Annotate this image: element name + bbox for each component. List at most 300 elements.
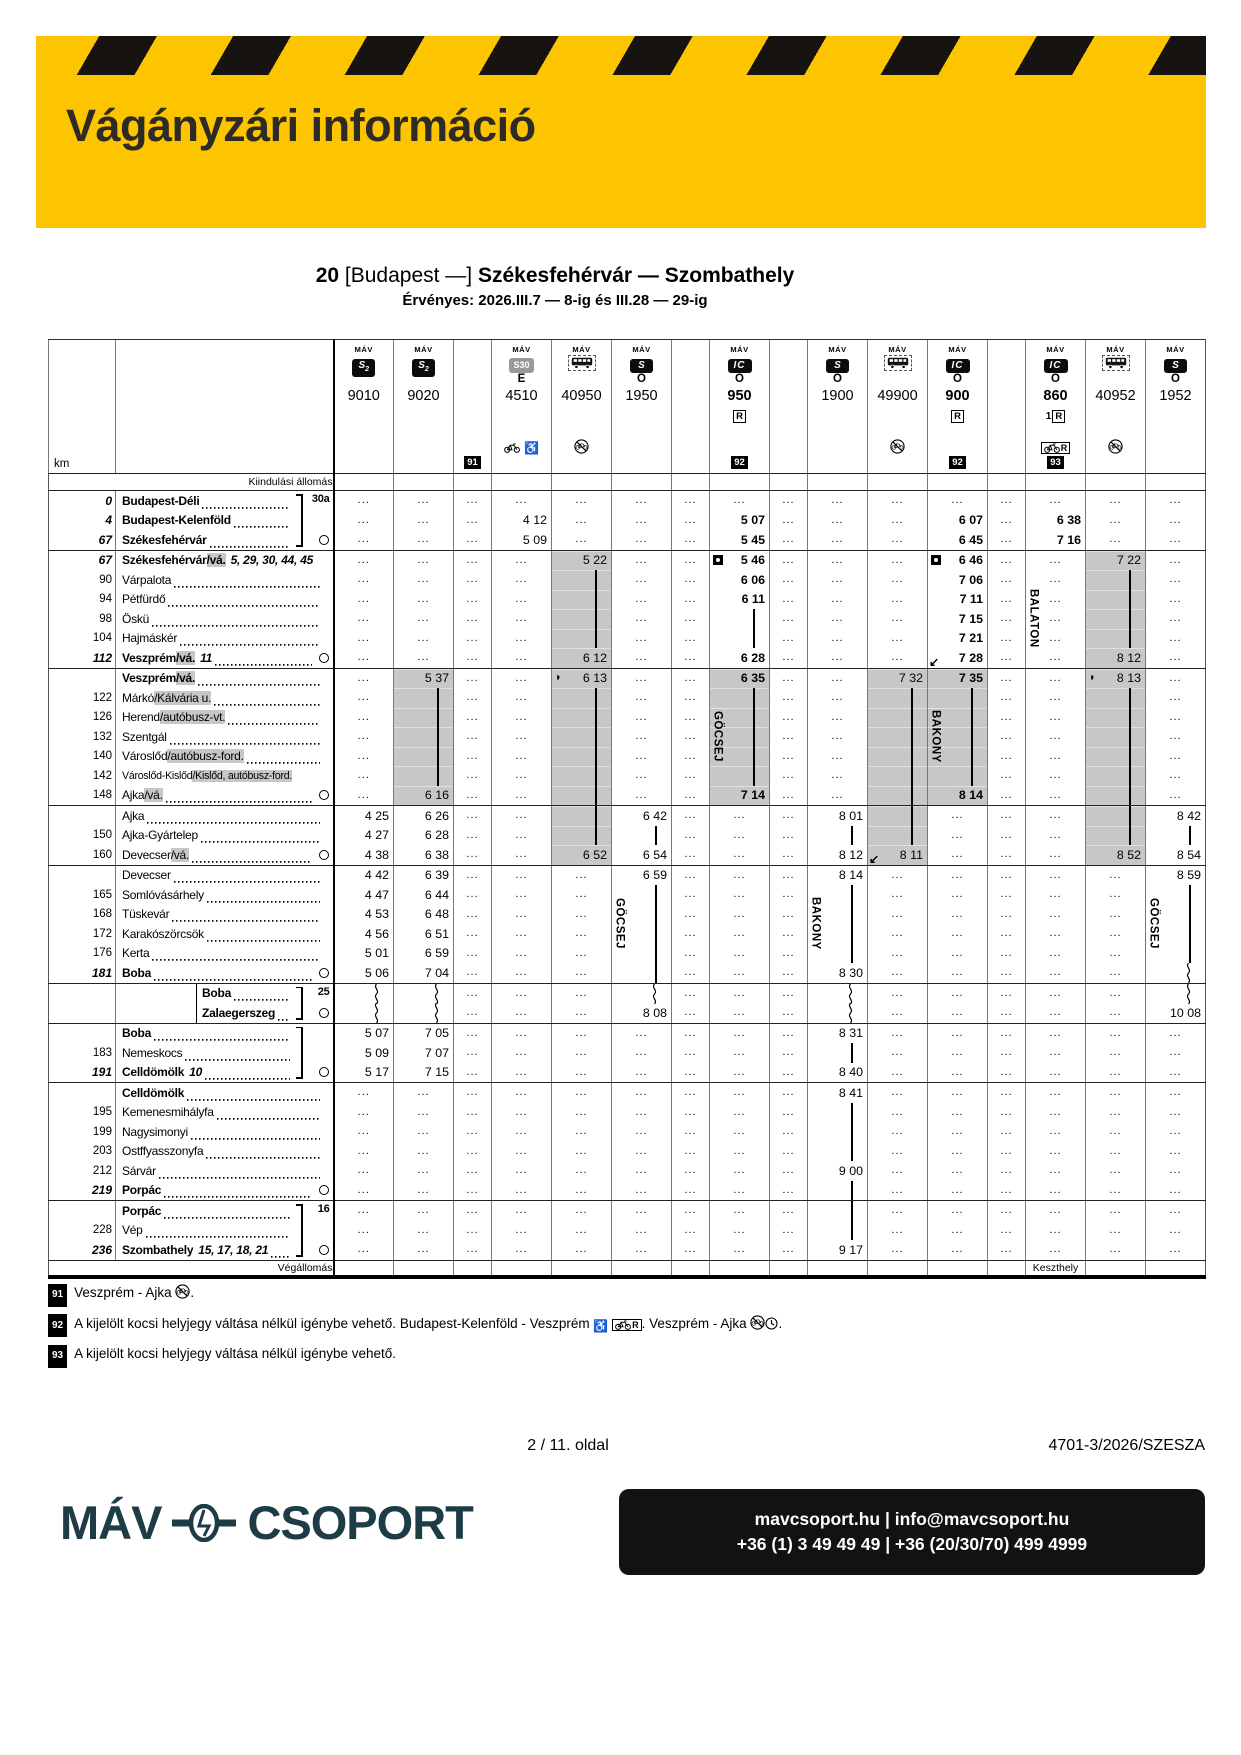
boxed-square-icon [931,555,941,565]
through-line [437,688,439,708]
timetable-cell: ... [770,905,808,925]
timetable-cell: ... [672,550,710,570]
timetable-cell: ... [552,1142,612,1162]
timetable-cell: ... [454,766,492,786]
timetable-cell: ... [672,590,710,610]
through-line [753,688,755,708]
km-cell: 176 [49,944,116,964]
timetable-cell: ... [454,786,492,806]
route-continues-squiggle [432,1003,441,1023]
station-row [49,1083,1206,1103]
transfer-arrow-icon: ↙ [869,851,880,866]
station-name: Szombathely [122,1242,194,1257]
train-number: 4510 [505,388,538,404]
timetable-cell: ... [492,1103,552,1123]
station-row [49,530,1206,550]
timetable-cell: ... [612,708,672,728]
timetable-cell: ... [454,1221,492,1241]
timetable-cell: ... [710,1142,770,1162]
timetable-cell: ... [988,609,1026,629]
departure-time: 6 06 [740,572,765,587]
timetable-cell: ... [770,845,808,865]
timetable-cell: ... [710,1083,770,1103]
train-name-label: BALATON [1027,588,1040,648]
timetable-cell [334,983,394,1003]
timetable-cell: ... [454,511,492,531]
through-line [1129,629,1131,649]
timetable-cell: ... [1026,1122,1086,1142]
departure-time: 5 46 [740,553,765,568]
timetable-cell [492,511,552,531]
bracket-line [301,494,303,511]
mini-row-label: Kiindulási állomás [49,474,334,491]
departure-time: 4 12 [522,513,547,528]
timetable-cell: ... [928,1003,988,1023]
timetable-cell [1086,688,1146,708]
departure-time: 8 59 [1176,868,1201,883]
timetable-cell [808,983,868,1003]
station-row [49,865,1206,885]
bracket-line [301,511,303,531]
timetable-cell: ... [988,905,1026,925]
timetable-cell [868,806,928,826]
km-cell [49,1201,116,1221]
mav-logo: MÁV [1106,345,1125,354]
timetable-cell: ... [672,963,710,983]
timetable-cell: ... [492,1003,552,1023]
timetable-cell [710,668,770,688]
station-name-suffix: /vá. [144,788,163,803]
km-cell: 165 [49,885,116,905]
timetable-cell: ... [454,1240,492,1260]
timetable-cell: ... [672,1043,710,1063]
timetable-cell: ... [1146,708,1206,728]
timetable-cell: ... [988,1181,1026,1201]
timetable-cell: ... [710,845,770,865]
station-name: Nagysimonyi [122,1124,188,1139]
timetable-cell: ... [612,1023,672,1043]
bracket-route-number: 25 [317,985,330,998]
timetable-cell: ... [988,727,1026,747]
timetable-cell: ... [1026,1003,1086,1023]
station-row [49,570,1206,590]
timetable-cell: ... [454,963,492,983]
timetable-cell: ... [868,530,928,550]
station-row [49,1161,1206,1181]
mini-cell [552,474,612,491]
timetable-cell: ... [1086,1122,1146,1142]
timetable-cell [1146,963,1206,983]
timetable-cell [868,708,928,728]
timetable-cell: ... [808,530,868,550]
mav-logo: MÁV [1166,345,1185,354]
departure-time: 7 16 [1056,532,1081,547]
timetable-cell [394,708,454,728]
station-route-refs: 15, 17, 18, 21 [198,1242,269,1257]
spacer-column-header [454,340,492,474]
through-line [1129,747,1131,767]
departure-time: 8 42 [1176,808,1201,823]
train-column-header-40952 [1086,340,1146,474]
timetable-cell: ... [334,530,394,550]
footnotes [48,1283,782,1375]
timetable-cell: ... [1146,629,1206,649]
station-circle-marker [319,535,329,545]
timetable-cell: ... [868,1142,928,1162]
timetable-cell: ... [612,1122,672,1142]
timetable-cell [1086,826,1146,846]
departure-time: 7 11 [959,592,983,607]
timetable-cell: ... [672,629,710,649]
document-id: 4701-3/2026/SZESZA [1048,1437,1205,1454]
station-row [49,491,1206,511]
station-name-cell [116,865,334,885]
timetable-cell: ... [928,1083,988,1103]
timetable-cell: ... [988,550,1026,570]
timetable-cell: ... [1146,550,1206,570]
rail-replacement-bus-icon [568,355,596,371]
timetable-cell [868,668,928,688]
route-continues-squiggle [372,1003,381,1023]
station-name-cell [116,826,334,846]
dotted-leader [154,977,312,983]
timetable-cell: ... [770,1142,808,1162]
timetable-cell [808,1003,868,1023]
timetable-cell: ... [1146,766,1206,786]
station-name: Ajka [122,808,145,823]
footnote-badge: 93 [48,1345,67,1368]
timetable-cell: ... [454,747,492,767]
train-number: 860 [1043,388,1068,404]
timetable-cell: ... [1026,609,1086,629]
timetable-cell: ... [770,766,808,786]
timetable-cell: ... [552,905,612,925]
timetable-cell: ... [770,786,808,806]
timetable-cell: ... [394,590,454,610]
through-line [1129,727,1131,747]
timetable-cell: ... [612,747,672,767]
mini-cell [868,1260,928,1277]
departure-time: 8 01 [838,808,863,823]
operating-day-letter: O [953,373,962,385]
timetable-cell: ... [454,1063,492,1083]
departure-time: 9 17 [838,1242,863,1257]
mini-cell [808,1260,868,1277]
timetable-cell: ... [988,1142,1026,1162]
timetable-cell: ... [454,708,492,728]
timetable-cell [1086,806,1146,826]
timetable-cell: ... [492,1240,552,1260]
departure-time: 6 52 [582,847,607,862]
through-line [595,806,597,826]
station-circle-marker [319,968,329,978]
timetable-cell: ... [988,924,1026,944]
timetable-cell: ... [868,1023,928,1043]
timetable-cell: ... [454,983,492,1003]
station-row [49,806,1206,826]
transfer-arrow-icon: ↙ [929,654,940,669]
timetable-cell: ... [552,1240,612,1260]
timetable-cell [334,865,394,885]
timetable-cell [1146,865,1206,885]
contact-web-email[interactable]: mavcsoport.hu | info@mavcsoport.hu [754,1509,1070,1529]
timetable-cell: ... [770,668,808,688]
mini-cell [1146,1260,1206,1277]
station-name-cell [116,845,334,865]
station-name-cell [116,1043,334,1063]
timetable-cell: ... [492,885,552,905]
station-name-cell [116,1003,334,1023]
bracket-line [301,987,303,1004]
timetable-cell: ... [710,1063,770,1083]
timetable-cell [334,885,394,905]
timetable-cell: ... [1146,590,1206,610]
timetable-cell: ... [492,590,552,610]
timetable-cell: ... [1026,550,1086,570]
station-name: Szentgál [122,729,167,744]
timetable-cell: ... [1086,511,1146,531]
timetable-cell [552,668,612,688]
station-name: Ajka-Gyártelep [122,828,198,843]
train-column-header-900 [928,340,988,474]
timetable-cell: ... [1146,570,1206,590]
through-line [851,1122,853,1142]
timetable-cell: ... [394,648,454,668]
station-name: Porpác [122,1203,162,1218]
station-name-cell [116,885,334,905]
through-line [911,727,913,747]
timetable-cell [710,609,770,629]
timetable-cell: ... [334,491,394,511]
station-name-cell [116,1122,334,1142]
route-continues-squiggle [372,984,381,1004]
through-line [851,1103,853,1123]
timetable-cell [868,747,928,767]
station-name-cell [116,668,334,688]
timetable-cell: ... [492,1201,552,1221]
timetable-cell: ... [492,1181,552,1201]
timetable-cell: ... [868,570,928,590]
timetable-cell: ... [770,629,808,649]
timetable-cell: ... [710,1201,770,1221]
timetable-cell: ... [612,1142,672,1162]
operating-day-letter: O [833,373,842,385]
timetable-cell: ... [672,727,710,747]
station-row [49,1043,1206,1063]
timetable-cell: ... [552,924,612,944]
mini-cell [612,474,672,491]
timetable-cell: ... [1146,1240,1206,1260]
mav-logo: MÁV [572,345,591,354]
km-cell: 126 [49,708,116,728]
timetable-cell: ... [710,1122,770,1142]
train-number: 1900 [821,388,854,404]
page-title: Vágányzári információ [66,100,536,151]
footnote-badge: 92 [949,456,967,469]
station-row [49,1003,1206,1023]
route-continues-squiggle [432,984,441,1004]
station-name: Celldömölk [122,1085,185,1100]
route-name: Székesfehérvár — Szombathely [477,264,795,287]
timetable-cell [808,1161,868,1181]
footnote [48,1344,782,1368]
departure-time: 8 54 [1176,847,1201,862]
through-line [911,708,913,728]
km-cell: 67 [49,550,116,570]
timetable-cell: ... [1086,983,1146,1003]
timetable-cell: ... [612,1240,672,1260]
station-name: Herend [122,710,160,725]
through-line [1129,766,1131,786]
mav-logo: MÁV [888,345,907,354]
timetable-cell: ... [492,944,552,964]
timetable-cell: ... [492,708,552,728]
clock-icon [765,1317,778,1330]
timetable-cell: ... [334,1221,394,1241]
timetable-cell [552,786,612,806]
timetable-cell: ... [1026,747,1086,767]
footnote-badge: 92 [731,456,749,469]
timetable-cell: ... [1146,1103,1206,1123]
timetable-cell: ... [672,1181,710,1201]
timetable-cell: ... [492,491,552,511]
timetable-cell [928,668,988,688]
mini-cell [770,1260,808,1277]
timetable-cell: ... [394,550,454,570]
timetable-cell: ... [928,826,988,846]
route-continues-squiggle [846,1003,855,1023]
timetable-cell [928,550,988,570]
timetable-cell: ... [710,924,770,944]
timetable-cell: ... [868,905,928,925]
timetable-cell: ... [454,845,492,865]
station-name-cell [116,944,334,964]
timetable-cell: ... [1026,1103,1086,1123]
timetable-cell [928,648,988,668]
train-name-label: GÖCSEJ [613,898,626,949]
timetable-cell: ... [1026,491,1086,511]
timetable-cell [710,786,770,806]
departure-time: 5 22 [582,553,607,568]
timetable-cell: ... [868,944,928,964]
timetable-cell: ... [770,944,808,964]
timetable-cell: ... [1026,865,1086,885]
departure-time: 7 07 [424,1045,449,1060]
timetable-cell: ... [1026,1181,1086,1201]
timetable-cell [710,550,770,570]
through-line [595,786,597,806]
timetable-cell: ... [868,1240,928,1260]
station-name-suffix: /autóbusz-vt. [159,710,226,725]
timetable-cell [394,1023,454,1043]
station-name-cell [116,511,334,531]
timetable-cell [552,806,612,826]
timetable-cell: ... [928,963,988,983]
through-line [1129,590,1131,610]
station-name-suffix: /Kislőd, autóbusz-ford. [192,769,293,782]
timetable-cell: ... [1086,1083,1146,1103]
timetable-cell [710,648,770,668]
timetable-cell: ... [552,1063,612,1083]
timetable-cell: ... [672,786,710,806]
station-name-cell [116,1083,334,1103]
through-line [753,708,755,728]
departure-time: 7 35 [958,671,983,686]
timetable-cell: ... [454,530,492,550]
train-number: 9010 [347,388,380,404]
station-circle-marker [319,653,329,663]
timetable-cell: ... [770,885,808,905]
station-name-cell [116,983,334,1003]
timetable-cell: ... [612,766,672,786]
station-route-refs: 11 [200,650,213,665]
timetable-cell: ... [672,924,710,944]
timetable-cell [928,609,988,629]
timetable-cell [612,845,672,865]
timetable-cell: ... [454,1161,492,1181]
through-line [595,570,597,590]
no-bicycle-icon [890,439,905,454]
departure-time: 6 44 [424,887,449,902]
timetable-cell: ... [454,1122,492,1142]
timetable-cell: ... [1026,806,1086,826]
through-line [1189,924,1191,944]
station-name-cell [116,1240,334,1260]
timetable-cell: ... [672,1103,710,1123]
station-name-suffix: /Kálvária u. [154,690,212,705]
timetable-cell: ... [988,885,1026,905]
timetable-cell: ... [552,1161,612,1181]
timetable-cell: ... [672,747,710,767]
timetable-cell: ... [394,491,454,511]
timetable-cell: ... [612,1063,672,1083]
timetable-cell [808,1181,868,1201]
dotted-leader [164,1194,311,1200]
timetable-cell: ... [710,885,770,905]
station-row [49,1142,1206,1162]
timetable-cell: ... [928,1103,988,1123]
train-type-badge-s30: S30 [509,358,533,373]
timetable-cell: ... [454,1083,492,1103]
timetable-cell: ... [454,1103,492,1123]
timetable-cell: ... [454,1181,492,1201]
station-row [49,963,1206,983]
wheelchair-icon: ♿ [524,441,540,455]
timetable-cell: ... [710,1003,770,1023]
timetable-cell: ... [988,629,1026,649]
timetable-cell: ... [612,491,672,511]
through-line [595,609,597,629]
timetable-cell: ... [1026,826,1086,846]
route-number: 20 [315,264,340,287]
timetable-cell: ... [552,530,612,550]
timetable-cell: ... [1146,668,1206,688]
timetable-cell: ... [334,511,394,531]
timetable-cell: ... [454,688,492,708]
through-line [851,944,853,964]
reservation-mark: R [710,406,769,424]
timetable-cell: ... [612,1201,672,1221]
timetable-cell: ... [710,1103,770,1123]
station-circle-marker [319,1008,329,1018]
timetable-cell: ... [1086,491,1146,511]
timetable-cell: ... [394,1142,454,1162]
timetable-cell: ... [770,648,808,668]
no-bicycle-icon [574,439,589,454]
timetable-cell [710,511,770,531]
train-column-header-4510 [492,340,552,474]
timetable-cell: ... [1146,1221,1206,1241]
